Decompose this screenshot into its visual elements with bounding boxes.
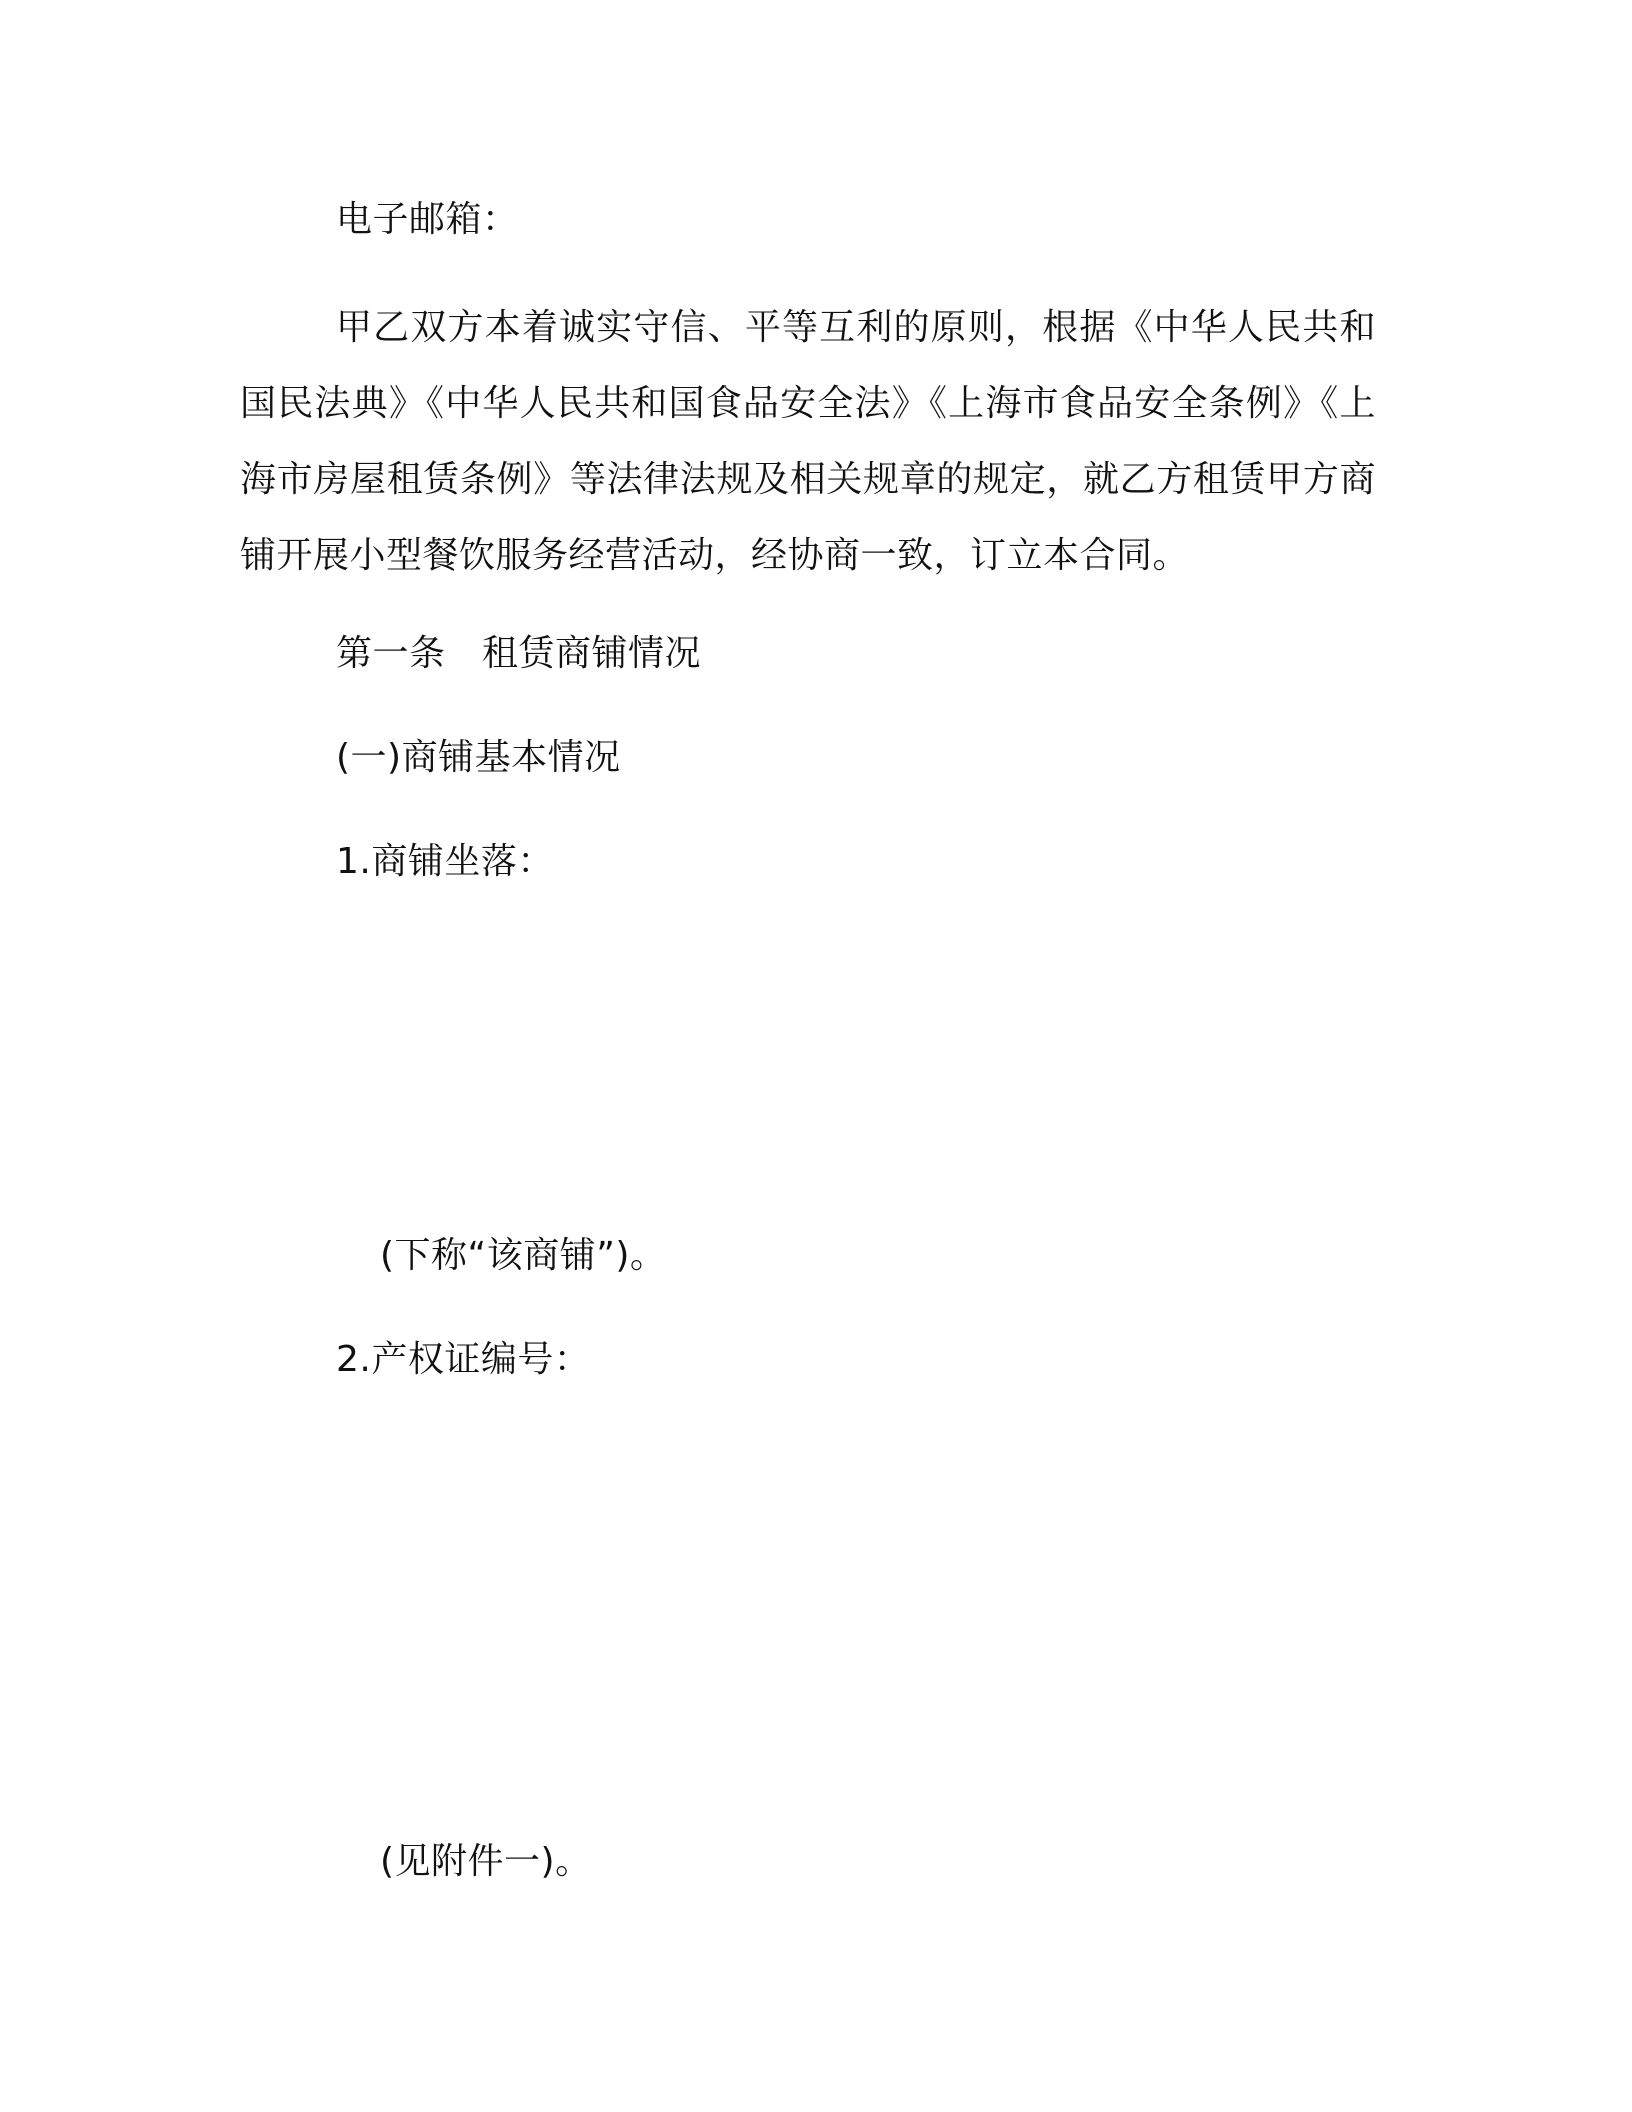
article-1-title: 第一条 租赁商铺情况 — [336, 633, 702, 674]
item-1-suffix: (下称“该商铺”)。 — [380, 1235, 667, 1276]
item-1-label: 1.商铺坐落： — [336, 841, 554, 882]
item-2-label: 2.产权证编号： — [336, 1339, 591, 1380]
item-2-suffix: (见附件一)。 — [380, 1841, 592, 1882]
email-label: 电子邮箱： — [336, 199, 519, 240]
section-1-heading: (一)商铺基本情况 — [336, 737, 621, 778]
intro-paragraph: 甲乙双方本着诚实守信、平等互利的原则，根据《中华人民共和国民法典》《中华人民共和国食品安全法》《上海市食品安全条例》《上海市房屋租赁条例》等法律法规及相关规章的规定，就乙方租赁甲方商铺开展小型餐饮服务经营活动，经协商一致，订立本合同。 — [240, 307, 1376, 576]
